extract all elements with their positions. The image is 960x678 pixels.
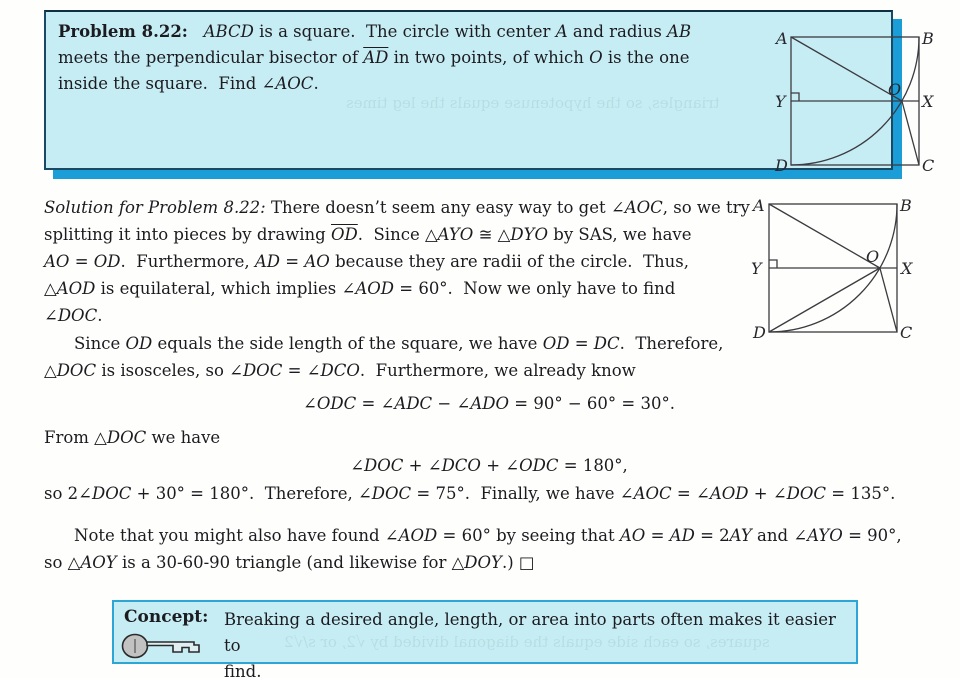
solution-paragraph-1: Solution for Problem 8.22: There doesn’t seem any easy way to get ∠AOC, so we try splitting it into pieces by drawing $\overline{OD}$. Since △AYO ≅ △DYO by SAS, we have AO = OD. Furthermore, AD = AO because they are radii of the circle. Thus, △AOD is equilateral, which implies ∠AOD = 60°. Now we only have to find ∠DOC. <box>44 198 750 325</box>
equation-odc: ∠ODC = ∠ADC − ∠ADO = 90° − 60° = 30°. <box>303 394 675 413</box>
solution-from-line: From △DOC we have <box>44 428 221 447</box>
right-angle-mark <box>769 260 777 268</box>
segment-oc <box>880 268 897 332</box>
equation-angle-sum: ∠DOC + ∠DCO + ∠ODC = 180°, <box>350 456 628 475</box>
segment-oc <box>902 101 919 165</box>
solution-paragraph-2: Since OD equals the side length of the square, we have OD = DC. Therefore, △DOC is isosceles, so ∠DOC = ∠DCO. Furthermore, we already know <box>44 334 724 380</box>
concept-label: Concept: <box>124 607 209 627</box>
concept-text: Breaking a desired angle, length, or area into parts often makes it easier to find. <box>224 610 836 678</box>
point-label-b: B <box>922 29 934 48</box>
solution-conclusion: so 2∠DOC + 30° = 180°. Therefore, ∠DOC = 75°. Finally, we have ∠AOC = ∠AOD + ∠DOC = 135°. <box>44 484 896 503</box>
point-label-c: C <box>922 156 935 175</box>
bleedthrough-text: squares, so each side equals the diagonal divided by √2, or s/√2 <box>284 633 770 651</box>
problem-statement: Problem 8.22: ABCD is a square. The circle with center A and radius AB meets the perpendicular bisector of $\overline{AD}$ in two points, of which O is the one inside the square. Find ∠AOC. <box>58 22 692 93</box>
point-label-x: X <box>901 259 913 278</box>
point-label-a: A <box>753 196 765 215</box>
segment-ao <box>791 37 902 101</box>
point-label-y: Y <box>775 92 786 111</box>
point-label-y: Y <box>751 259 762 278</box>
problem-box <box>44 10 935 175</box>
point-label-o: O <box>866 247 880 266</box>
point-label-x: X <box>922 92 934 111</box>
diagram2-geometry <box>769 204 897 332</box>
solution-diagram-square-circle <box>745 190 917 344</box>
diagram1-geometry <box>791 37 919 165</box>
solution-note: Note that you might also have found ∠AOD = 60° by seeing that AO = AD = 2AY and ∠AYO = 90°, so △AOY is a 30-60-90 triangle (and likewise for △DOY.) □ <box>44 526 902 572</box>
point-label-b: B <box>900 196 912 215</box>
segment-ao <box>769 204 880 268</box>
right-angle-mark <box>791 93 799 101</box>
concept-box <box>112 600 858 678</box>
point-label-o: O <box>888 80 902 99</box>
bleedthrough-text: triangles, so the hypotenuse equals the leg times <box>346 94 720 112</box>
problem-diagram-square-circle <box>773 25 943 181</box>
key-icon <box>120 631 206 661</box>
point-label-d: D <box>775 156 788 175</box>
point-label-c: C <box>900 323 913 342</box>
point-label-d: D <box>753 323 766 342</box>
segment-do <box>769 268 880 332</box>
point-label-a: A <box>776 29 788 48</box>
